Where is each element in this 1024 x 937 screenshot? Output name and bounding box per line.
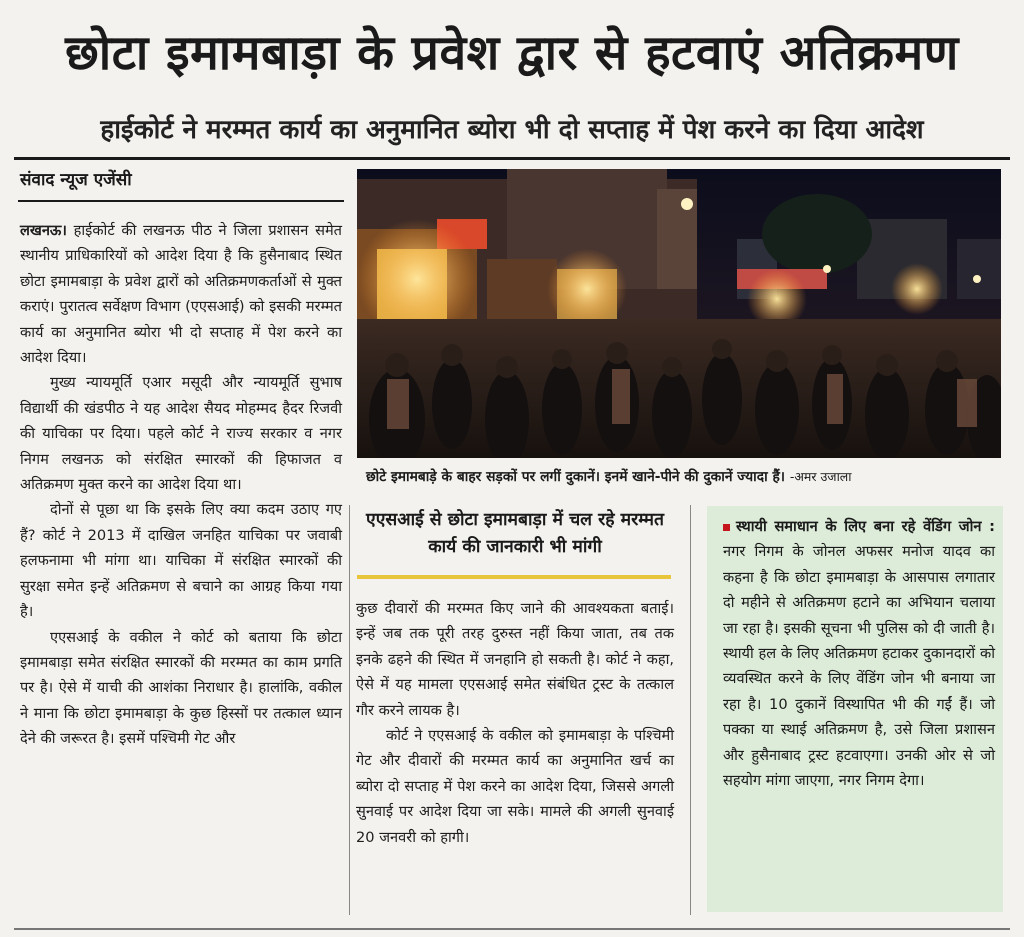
- sidebox-body: नगर निगम के जोनल अफसर मनोज यादव का कहना है कि छोटा इमामबाड़ा के आसपास लगातार दो महीने से अतिक्रमण हटाने का अभियान चलाया जा रहा है। इसकी सूचना भी पुलिस को दी जाती है। स्थायी हल के लिए अतिक्रमण हटाकर दुकानदारों को व्यवस्थित करने के लिए वेंडिंग जोन भी बनाया जा रहा है। 10 दुकानें विस्थापित भी की गईं हैं। जो पक्का या स्थाई अतिक्रमण है, उसे जिला प्रशासन और हुसैनाबाद ट्रस्ट हटवाएगा। उनकी ओर से जो सहयोग मांगा जाएगा, नगर निगम देगा।: [723, 543, 995, 790]
- photo-credit: -अमर उजाला: [789, 469, 852, 484]
- column-divider-1: [349, 505, 350, 915]
- news-photo: [357, 169, 1001, 458]
- subheadline: हाईकोर्ट ने मरम्मत कार्य का अनुमानित ब्योरा भी दो सप्ताह में पेश करने का दिया आदेश: [100, 115, 924, 145]
- byline-rule: [18, 200, 344, 202]
- inset-heading: एएसआई से छोटा इमामबाड़ा में चल रहे मरम्मत कार्य की जानकारी भी मांगी: [366, 510, 664, 557]
- paragraph-5: कुछ दीवारों की मरम्मत किए जाने की आवश्यकता बताई। इन्हें जब तक पूरी तरह दुरुस्त नहीं किया जाता, तब तक इनके ढहने की स्थित में जनहानि हो सकती है। कोर्ट ने कहा, ऐसे में यह मामला एएसआई समेत संबंधित ट्रस्ट के तत्काल गौर करने लायक है।: [356, 600, 674, 719]
- paragraph-6: कोर्ट ने एएसआई के वकील को इमामबाड़ा के पश्चिमी गेट और दीवारों की मरम्मत कार्य का अनुमानित खर्च का ब्योरा दो सप्ताह में पेश करने का आदेश दिया, जिससे अगली सुनवाई पर आदेश दिया जा सके। मामले की अगली सुनवाई 20 जनवरी को हागी।: [356, 727, 674, 846]
- paragraph-3: दोनों से पूछा था कि इसके लिए क्या कदम उठाए गए हैं? कोर्ट ने 2013 में दाखिल जनहित याचिका पर जवाबी हलफनामा भी मांगा था। याचिका में संरक्षित स्मारकों की सुरक्षा समेत इन्हें अतिक्रमण से बचाने का आग्रह किया गया है।: [20, 501, 342, 621]
- bullet-square-icon: [723, 524, 730, 531]
- paragraph-1-text: हाईकोर्ट की लखनऊ पीठ ने जिला प्रशासन समेत स्थानीय प्राधिकारियों को आदेश दिया है कि हुसैनाबाद स्थित छोटा इमामबाड़ा के प्रवेश द्वारों को अतिक्रमणकर्ताओं से मुक्त कराएं। पुरातत्व सर्वेक्षण विभाग (एएसआई) को इसकी मरम्मत कार्य का अनुमानित ब्योरा भी दो सप्ताह में पेश करने का आदेश दिया।: [20, 222, 342, 367]
- photo-caption: [366, 466, 1006, 488]
- article-column-1: [20, 218, 342, 752]
- column-divider-2: [690, 505, 691, 915]
- headline: छोटा इमामबाड़ा के प्रवेश द्वार से हटवाएं अतिक्रमण: [65, 25, 959, 81]
- article-column-2: [356, 596, 674, 850]
- bottom-rule: [14, 928, 1010, 930]
- top-rule: [14, 157, 1010, 160]
- paragraph-1: [20, 218, 342, 370]
- sidebox: [707, 506, 1003, 912]
- inset-underline: [357, 575, 671, 579]
- night-market-photo: [357, 169, 1001, 458]
- paragraph-2: मुख्य न्यायमूर्ति एआर मसूदी और न्यायमूर्ति सुभाष विद्यार्थी की खंडपीठ ने यह आदेश सैयद मोहम्मद हैदर रिजवी की याचिका पर दिया। पहले कोर्ट ने राज्य सरकार व नगर निगम लखनऊ को संरक्षित स्मारकों की हिफाजत व अतिक्रमण मुक्त करने का आदेश दिया था।: [20, 374, 342, 494]
- sidebox-heading: स्थायी समाधान के लिए बना रहे वेंडिंग जोन :: [736, 518, 995, 535]
- dateline: लखनऊ।: [20, 222, 67, 239]
- caption-text: छोटे इमामबाड़े के बाहर सड़कों पर लगीं दुकानें। इनमें खाने-पीने की दुकानें ज्यादा हैं।: [366, 469, 786, 485]
- paragraph-4: एएसआई के वकील ने कोर्ट को बताया कि छोटा इमामबाड़ा समेत संरक्षित स्मारकों की मरम्मत का काम प्रगति पर है। ऐसे में याची की आशंका निराधार है। हालांकि, वकील ने माना कि छोटा इमामबाड़ा के कुछ हिस्सों पर तत्काल ध्यान देने की जरूरत है। इसमें पश्चिमी गेट और: [20, 628, 342, 748]
- byline: संवाद न्यूज एजेंसी: [20, 170, 132, 190]
